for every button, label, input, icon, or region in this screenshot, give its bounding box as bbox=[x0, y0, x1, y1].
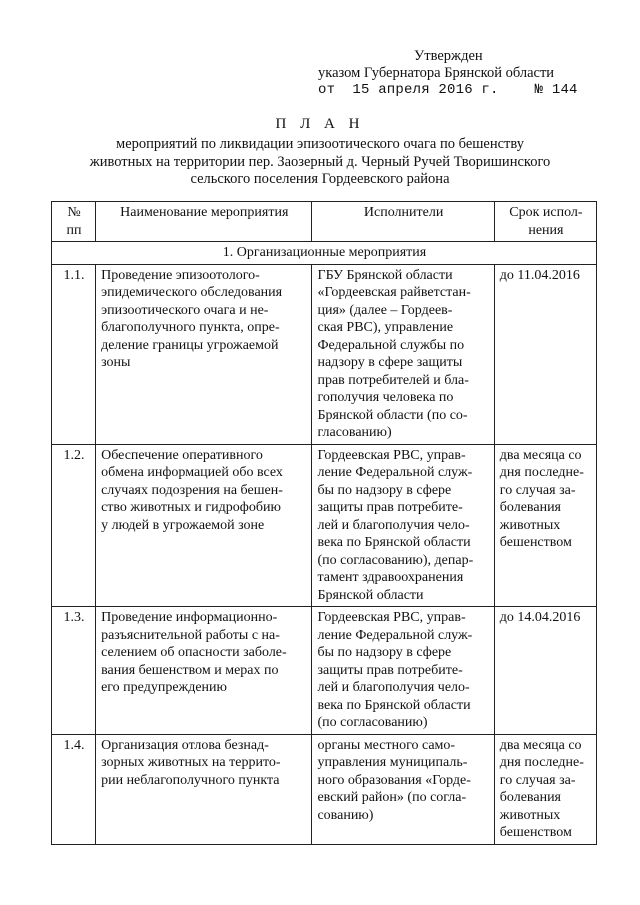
row-activity-line: эпидемического обследования bbox=[101, 285, 283, 300]
row-activity-line: Обеспечение оперативного bbox=[101, 447, 263, 463]
plan-table bbox=[51, 201, 597, 845]
row-executors-line: надзору в сфере защиты bbox=[317, 355, 463, 370]
row-deadline-line: болевания bbox=[499, 790, 561, 805]
row-activity-line: Проведение эпизоотолого- bbox=[101, 267, 260, 283]
section-row bbox=[52, 242, 597, 265]
row-activity-line: рии неблагополучного пункта bbox=[101, 772, 280, 788]
subtitle-line: мероприятий по ликвидации эпизоотического очага по бешенству bbox=[116, 136, 524, 152]
row-deadline bbox=[494, 264, 596, 444]
header-name: Наименование мероприятия bbox=[96, 202, 312, 242]
row-executors-line: «Гордеевская райветстан- bbox=[317, 285, 471, 300]
row-deadline-line: го случая за- bbox=[499, 772, 576, 788]
section-title: 1. Организационные мероприятия bbox=[52, 242, 597, 265]
row-executors-line: ская РВС), управление bbox=[317, 320, 454, 335]
row-executors-line: органы местного само- bbox=[317, 737, 456, 753]
row-activity-line: Организация отлова безнад- bbox=[101, 737, 269, 753]
row-activity-line: Проведение информационно- bbox=[101, 610, 278, 625]
row-activity-line: его предупреждению bbox=[101, 680, 227, 695]
approval-line-approved: Утвержден bbox=[414, 48, 483, 64]
header-executors: Исполнители bbox=[312, 202, 494, 242]
row-deadline-line: дня последне- bbox=[499, 465, 584, 480]
table-row bbox=[52, 444, 597, 607]
approval-number: № 144 bbox=[534, 82, 578, 98]
row-executors-line: (по согласованию), депар- bbox=[317, 552, 474, 568]
row-activity-line: обмена информацией обо всех bbox=[101, 465, 283, 480]
row-deadline-line: бешенством bbox=[499, 535, 572, 550]
row-deadline-line: два месяца со bbox=[499, 447, 582, 463]
approval-line-decree: указом Губернатора Брянской области bbox=[318, 65, 555, 81]
row-executors-line: Федеральной службы по bbox=[317, 337, 465, 353]
row-activity-line: деление границы угрожаемой bbox=[101, 337, 279, 353]
row-executors-line: бы по надзору в сфере bbox=[317, 645, 452, 660]
row-activity-line: у людей в угрожаемой зоне bbox=[101, 517, 265, 533]
row-executors-line: Брянской области bbox=[317, 587, 424, 603]
row-executors-line: гополучия человека по bbox=[317, 390, 454, 405]
subtitle-line: животных на территории пер. Заозерный д. Черный Ручей Творишинского bbox=[89, 153, 551, 170]
row-executors-line: сованию) bbox=[317, 807, 374, 823]
row-executors-line: века по Брянской области bbox=[317, 697, 471, 713]
row-activity-line: вания бешенством и мерах по bbox=[101, 662, 279, 678]
row-activity-line: зоны bbox=[101, 355, 131, 370]
row-executors bbox=[312, 607, 494, 735]
row-executors-line: Брянской области (по со- bbox=[317, 407, 468, 423]
row-executors-line: тамент здравоохранения bbox=[317, 570, 464, 585]
row-deadline-line: болевания bbox=[499, 500, 561, 515]
row-executors-line: ция» (далее – Гордеев- bbox=[317, 302, 453, 318]
row-executors-line: гласованию) bbox=[317, 425, 392, 440]
table-row bbox=[52, 264, 597, 444]
row-executors-line: евский район» (по согла- bbox=[317, 790, 467, 805]
row-activity bbox=[96, 264, 312, 444]
row-deadline-line: го случая за- bbox=[499, 482, 576, 498]
header-num-line: № bbox=[67, 205, 81, 220]
row-executors-line: Гордеевская РВС, управ- bbox=[317, 610, 466, 625]
header-num-line: пп bbox=[66, 222, 82, 238]
row-number: 1.1. bbox=[52, 264, 96, 444]
row-deadline bbox=[494, 607, 596, 735]
header-deadline-line: нения bbox=[528, 222, 564, 238]
row-executors-line: бы по надзору в сфере bbox=[317, 482, 452, 498]
row-deadline-line: до 11.04.2016 bbox=[499, 267, 580, 283]
row-executors-line: прав потребителей и бла- bbox=[317, 372, 469, 388]
row-executors-line: ление Федеральной служ- bbox=[317, 627, 473, 643]
row-executors-line: лей и благополучия чело- bbox=[317, 517, 470, 533]
row-deadline-line: животных bbox=[499, 517, 561, 533]
row-executors-line: ного образования «Горде- bbox=[317, 772, 471, 788]
table-row bbox=[52, 734, 597, 844]
row-deadline bbox=[494, 734, 596, 844]
header-deadline-line: Срок испол- bbox=[509, 205, 583, 220]
row-number: 1.4. bbox=[52, 734, 96, 844]
approval-date: от 15 апреля 2016 г. bbox=[318, 82, 499, 98]
row-deadline-line: бешенством bbox=[499, 825, 572, 840]
header-num bbox=[52, 202, 96, 242]
row-executors-line: защиты прав потребите- bbox=[317, 662, 463, 678]
row-executors-line: века по Брянской области bbox=[317, 535, 471, 550]
row-activity-line: эпизоотического очага и не- bbox=[101, 302, 269, 318]
row-number: 1.2. bbox=[52, 444, 96, 607]
row-executors bbox=[312, 444, 494, 607]
approval-stamp bbox=[318, 48, 578, 99]
row-activity-line: случаях подозрения на бешен- bbox=[101, 482, 283, 498]
row-number: 1.3. bbox=[52, 607, 96, 735]
row-executors-line: (по согласованию) bbox=[317, 715, 428, 730]
row-executors-line: управления муниципаль- bbox=[317, 755, 468, 770]
row-executors bbox=[312, 264, 494, 444]
row-activity-line: зорных животных на террито- bbox=[101, 755, 281, 770]
row-activity-line: благополучного пункта, опре- bbox=[101, 320, 280, 335]
row-deadline-line: два месяца со bbox=[499, 737, 582, 753]
row-activity bbox=[96, 444, 312, 607]
subtitle-line: сельского поселения Гордеевского района bbox=[190, 171, 450, 187]
row-executors-line: лей и благополучия чело- bbox=[317, 680, 470, 695]
table-header-row bbox=[52, 202, 597, 242]
row-executors-line: Гордеевская РВС, управ- bbox=[317, 447, 466, 463]
header-deadline bbox=[494, 202, 596, 242]
row-activity bbox=[96, 734, 312, 844]
row-activity bbox=[96, 607, 312, 735]
table-row bbox=[52, 607, 597, 735]
row-activity-line: разъяснительной работы с на- bbox=[101, 627, 280, 643]
row-deadline-line: дня последне- bbox=[499, 755, 584, 770]
row-deadline-line: до 14.04.2016 bbox=[499, 610, 581, 625]
row-executors-line: ГБУ Брянской области bbox=[317, 267, 453, 283]
document-title: П Л А Н bbox=[275, 116, 365, 132]
row-activity-line: селением об опасности заболе- bbox=[101, 645, 287, 660]
row-executors-line: ление Федеральной служ- bbox=[317, 465, 473, 480]
approval-line-date bbox=[318, 82, 578, 99]
row-executors-line: защиты прав потребите- bbox=[317, 500, 463, 515]
row-executors bbox=[312, 734, 494, 844]
row-deadline bbox=[494, 444, 596, 607]
row-activity-line: ство животных и гидрофобию bbox=[101, 500, 281, 515]
row-deadline-line: животных bbox=[499, 807, 561, 823]
document-subtitle bbox=[60, 136, 580, 189]
